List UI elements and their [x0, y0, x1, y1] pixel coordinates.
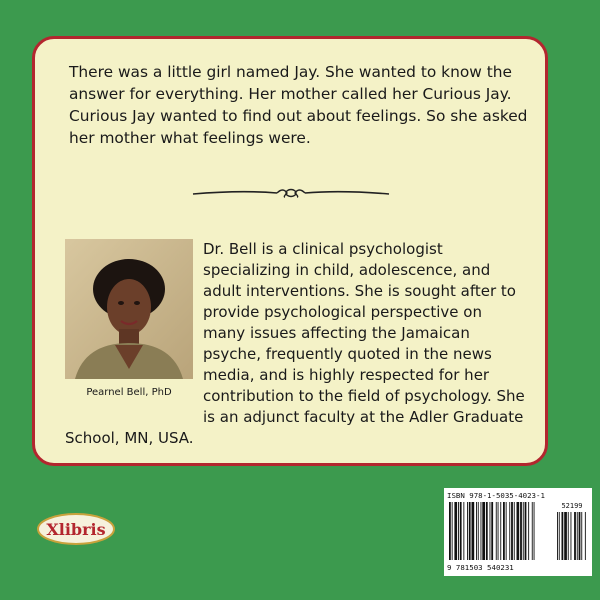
ean-digits: 9 781503 540231 [447, 563, 514, 572]
author-photo [65, 239, 193, 379]
back-cover-panel [32, 36, 548, 466]
isbn-number: ISBN 978-1-5035-4023-1 [447, 491, 545, 500]
isbn-barcode [444, 488, 592, 576]
ornamental-divider [191, 185, 391, 201]
photo-caption: Pearnel Bell, PhD [86, 387, 172, 398]
barcode-bars [447, 502, 589, 564]
author-bio: Dr. Bell is a clinical psychologist specializing in child, adolescence, and adult interventions. She is sought after to provide psychological perspective on many issues affecting the Jamaican psyche, frequently quoted in the news media, and is highly respected for her contribution to the field of psychology. She is an adjunct faculty at the Adler Graduate School, MN, USA. [65, 240, 525, 447]
barcode-addon: 52199 [561, 502, 583, 510]
story-blurb: There was a little girl named Jay. She wanted to know the answer for everything. Her mother called her Curious Jay. Curious Jay wanted to find out about feelings. So she asked her mother what feelings were. [69, 63, 528, 147]
xlibris-logo [36, 512, 116, 546]
logo-text: Xlibris [46, 519, 106, 539]
